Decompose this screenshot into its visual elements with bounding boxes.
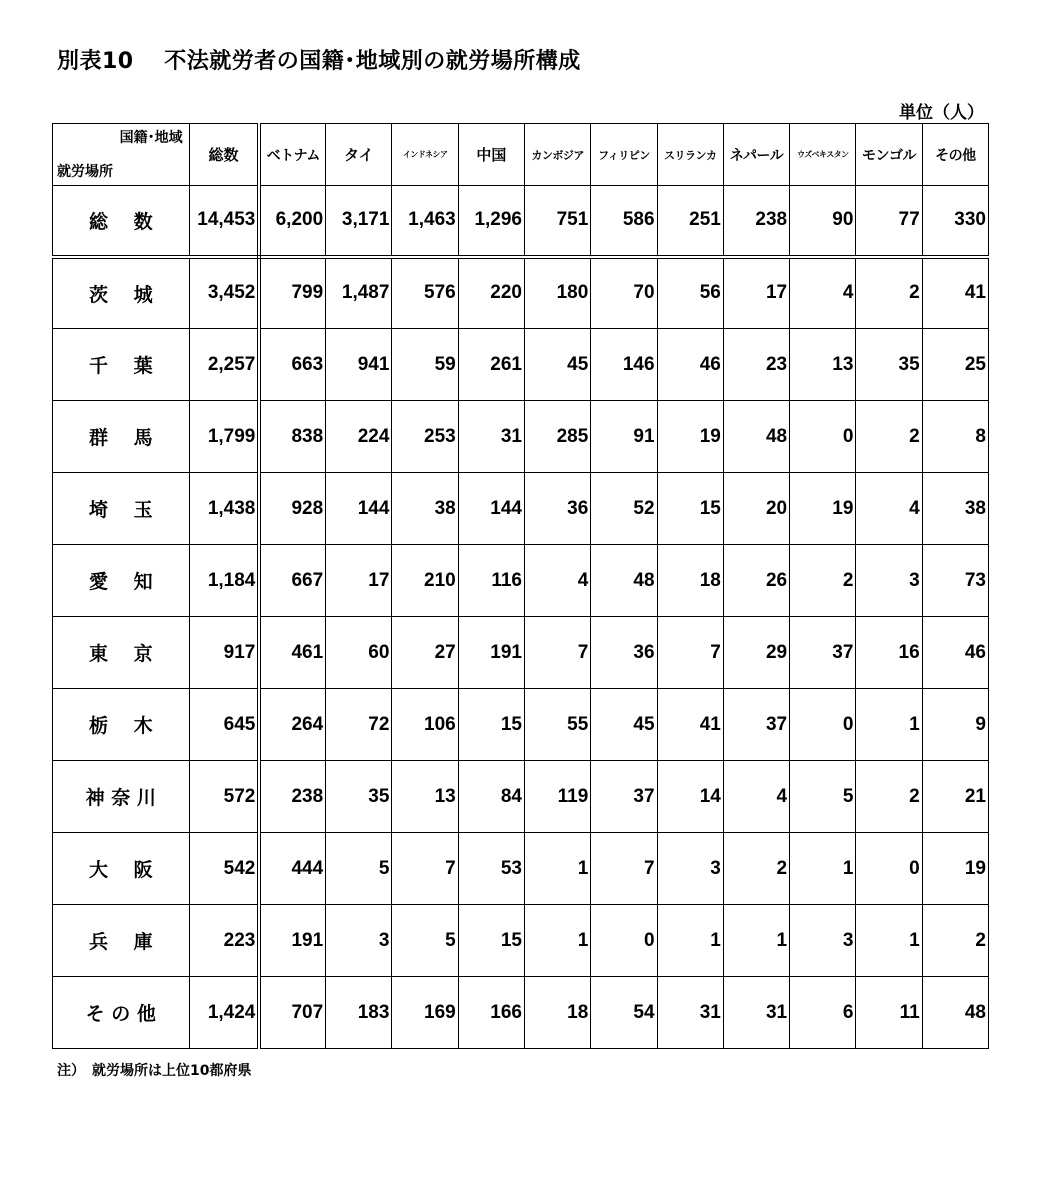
table-cell: 13 <box>790 329 856 401</box>
table-cell: 751 <box>525 186 591 257</box>
table-cell: 5 <box>790 761 856 833</box>
table-cell: 37 <box>790 617 856 689</box>
table-cell: 59 <box>392 329 458 401</box>
table-cell: 2 <box>856 401 922 473</box>
table-cell: 14,453 <box>189 186 259 257</box>
table-cell: 60 <box>326 617 392 689</box>
column-header: スリランカ <box>657 124 723 186</box>
table-cell: 19 <box>922 833 988 905</box>
table-cell: 941 <box>326 329 392 401</box>
table-cell: 264 <box>259 689 325 761</box>
table-cell: 707 <box>259 977 325 1049</box>
table-cell: 838 <box>259 401 325 473</box>
row-label: 愛 知 <box>53 545 190 617</box>
table-cell: 3 <box>657 833 723 905</box>
table-cell: 19 <box>657 401 723 473</box>
row-label: 神 奈 川 <box>53 761 190 833</box>
table-cell: 38 <box>392 473 458 545</box>
unit-label: 単位（人） <box>899 103 984 123</box>
table-cell: 18 <box>525 977 591 1049</box>
table-cell: 31 <box>657 977 723 1049</box>
table-cell: 0 <box>591 905 657 977</box>
table-cell: 663 <box>259 329 325 401</box>
table-cell: 928 <box>259 473 325 545</box>
table-cell: 1 <box>856 689 922 761</box>
table-cell: 3,452 <box>189 257 259 329</box>
table-cell: 183 <box>326 977 392 1049</box>
page-title: 別表10 不法就労者の国籍･地域別の就労場所構成 <box>57 49 581 74</box>
table-cell: 572 <box>189 761 259 833</box>
row-label: 埼 玉 <box>53 473 190 545</box>
table-cell: 223 <box>189 905 259 977</box>
table-cell: 17 <box>326 545 392 617</box>
table-cell: 17 <box>723 257 789 329</box>
table-cell: 53 <box>458 833 524 905</box>
table-cell: 19 <box>790 473 856 545</box>
table-cell: 54 <box>591 977 657 1049</box>
table-cell: 55 <box>525 689 591 761</box>
table-cell: 20 <box>723 473 789 545</box>
column-header: 中国 <box>458 124 524 186</box>
table-cell: 7 <box>392 833 458 905</box>
column-header: 総数 <box>189 124 259 186</box>
table-cell: 1 <box>525 833 591 905</box>
table-cell: 48 <box>723 401 789 473</box>
table-cell: 9 <box>922 689 988 761</box>
table-cell: 586 <box>591 186 657 257</box>
table-cell: 7 <box>657 617 723 689</box>
data-table <box>52 123 989 1049</box>
table-cell: 1,296 <box>458 186 524 257</box>
table-cell: 144 <box>458 473 524 545</box>
footnote: 注） 就労場所は上位10都府県 <box>57 1063 252 1079</box>
column-header: カンボジア <box>525 124 591 186</box>
row-label: 大 阪 <box>53 833 190 905</box>
table-cell: 3 <box>790 905 856 977</box>
table-cell: 261 <box>458 329 524 401</box>
column-header: モンゴル <box>856 124 922 186</box>
table-row <box>53 545 989 617</box>
column-header: ネパール <box>723 124 789 186</box>
table-row <box>53 761 989 833</box>
table-cell: 146 <box>591 329 657 401</box>
table-cell: 48 <box>922 977 988 1049</box>
table-cell: 799 <box>259 257 325 329</box>
table-cell: 27 <box>392 617 458 689</box>
table-cell: 91 <box>591 401 657 473</box>
table-cell: 461 <box>259 617 325 689</box>
row-label: そ の 他 <box>53 977 190 1049</box>
header-row <box>53 124 989 186</box>
table-cell: 191 <box>259 905 325 977</box>
table-cell: 4 <box>723 761 789 833</box>
table-cell: 1,184 <box>189 545 259 617</box>
table-cell: 2 <box>856 257 922 329</box>
row-label: 茨 城 <box>53 257 190 329</box>
table-cell: 576 <box>392 257 458 329</box>
corner-top-label: 国籍･地域 <box>119 129 183 145</box>
table-cell: 26 <box>723 545 789 617</box>
table-row <box>53 977 989 1049</box>
table-cell: 14 <box>657 761 723 833</box>
table-cell: 35 <box>856 329 922 401</box>
table-cell: 180 <box>525 257 591 329</box>
corner-cell <box>53 124 190 186</box>
table-cell: 224 <box>326 401 392 473</box>
table-cell: 13 <box>392 761 458 833</box>
column-header: ベトナム <box>259 124 325 186</box>
table-cell: 90 <box>790 186 856 257</box>
table-cell: 0 <box>856 833 922 905</box>
table-cell: 46 <box>657 329 723 401</box>
table-cell: 5 <box>326 833 392 905</box>
table-cell: 917 <box>189 617 259 689</box>
table-cell: 73 <box>922 545 988 617</box>
table-cell: 41 <box>657 689 723 761</box>
table-cell: 48 <box>591 545 657 617</box>
corner-bottom-label: 就労場所 <box>57 163 113 179</box>
table-cell: 119 <box>525 761 591 833</box>
table-cell: 144 <box>326 473 392 545</box>
table-cell: 52 <box>591 473 657 545</box>
table-cell: 1 <box>723 905 789 977</box>
table-row <box>53 186 989 257</box>
table-cell: 45 <box>525 329 591 401</box>
table-cell: 31 <box>458 401 524 473</box>
table-cell: 1 <box>790 833 856 905</box>
table-cell: 15 <box>458 689 524 761</box>
column-header: その他 <box>922 124 988 186</box>
table-cell: 0 <box>790 401 856 473</box>
table-cell: 11 <box>856 977 922 1049</box>
table-cell: 8 <box>922 401 988 473</box>
table-row <box>53 401 989 473</box>
table-cell: 4 <box>525 545 591 617</box>
table-cell: 1,487 <box>326 257 392 329</box>
table-cell: 191 <box>458 617 524 689</box>
table-cell: 37 <box>591 761 657 833</box>
table-row <box>53 257 989 329</box>
table-cell: 238 <box>259 761 325 833</box>
table-cell: 29 <box>723 617 789 689</box>
table-cell: 1,463 <box>392 186 458 257</box>
table-cell: 253 <box>392 401 458 473</box>
table-cell: 56 <box>657 257 723 329</box>
column-header: ウズベキスタン <box>790 124 856 186</box>
table-cell: 4 <box>856 473 922 545</box>
table-cell: 3 <box>326 905 392 977</box>
table-cell: 45 <box>591 689 657 761</box>
table-cell: 645 <box>189 689 259 761</box>
table-cell: 116 <box>458 545 524 617</box>
table-cell: 166 <box>458 977 524 1049</box>
table-cell: 46 <box>922 617 988 689</box>
table-cell: 6,200 <box>259 186 325 257</box>
row-label: 栃 木 <box>53 689 190 761</box>
table-cell: 23 <box>723 329 789 401</box>
table-cell: 251 <box>657 186 723 257</box>
table-cell: 38 <box>922 473 988 545</box>
row-label: 総 数 <box>53 186 190 257</box>
table-cell: 285 <box>525 401 591 473</box>
table-cell: 1 <box>525 905 591 977</box>
table-cell: 1 <box>657 905 723 977</box>
table-cell: 2 <box>856 761 922 833</box>
table-cell: 15 <box>657 473 723 545</box>
table-cell: 1,424 <box>189 977 259 1049</box>
table-cell: 77 <box>856 186 922 257</box>
table-cell: 667 <box>259 545 325 617</box>
table-cell: 31 <box>723 977 789 1049</box>
table-cell: 72 <box>326 689 392 761</box>
table-row <box>53 905 989 977</box>
table-cell: 7 <box>525 617 591 689</box>
table-cell: 330 <box>922 186 988 257</box>
table-cell: 4 <box>790 257 856 329</box>
table-cell: 444 <box>259 833 325 905</box>
table-row <box>53 329 989 401</box>
table-cell: 2 <box>922 905 988 977</box>
table-cell: 2,257 <box>189 329 259 401</box>
table-cell: 41 <box>922 257 988 329</box>
table-cell: 3 <box>856 545 922 617</box>
row-label: 群 馬 <box>53 401 190 473</box>
table-cell: 37 <box>723 689 789 761</box>
table-row <box>53 473 989 545</box>
table-cell: 15 <box>458 905 524 977</box>
table-row <box>53 833 989 905</box>
table-row <box>53 617 989 689</box>
column-header: フィリピン <box>591 124 657 186</box>
table-cell: 0 <box>790 689 856 761</box>
table-row <box>53 689 989 761</box>
table-cell: 169 <box>392 977 458 1049</box>
row-label: 千 葉 <box>53 329 190 401</box>
table-cell: 18 <box>657 545 723 617</box>
table-cell: 2 <box>723 833 789 905</box>
table-cell: 3,171 <box>326 186 392 257</box>
table-cell: 5 <box>392 905 458 977</box>
column-header: インドネシア <box>392 124 458 186</box>
table-cell: 1,438 <box>189 473 259 545</box>
table-cell: 1 <box>856 905 922 977</box>
table-cell: 238 <box>723 186 789 257</box>
row-label: 東 京 <box>53 617 190 689</box>
table-cell: 35 <box>326 761 392 833</box>
table-cell: 25 <box>922 329 988 401</box>
table-cell: 21 <box>922 761 988 833</box>
table-cell: 220 <box>458 257 524 329</box>
table-cell: 36 <box>591 617 657 689</box>
table-cell: 7 <box>591 833 657 905</box>
table-cell: 542 <box>189 833 259 905</box>
row-label: 兵 庫 <box>53 905 190 977</box>
table-cell: 2 <box>790 545 856 617</box>
column-header: タイ <box>326 124 392 186</box>
table-cell: 84 <box>458 761 524 833</box>
table-cell: 6 <box>790 977 856 1049</box>
table-cell: 36 <box>525 473 591 545</box>
table-cell: 106 <box>392 689 458 761</box>
table-cell: 16 <box>856 617 922 689</box>
table-cell: 210 <box>392 545 458 617</box>
table-cell: 70 <box>591 257 657 329</box>
table-cell: 1,799 <box>189 401 259 473</box>
